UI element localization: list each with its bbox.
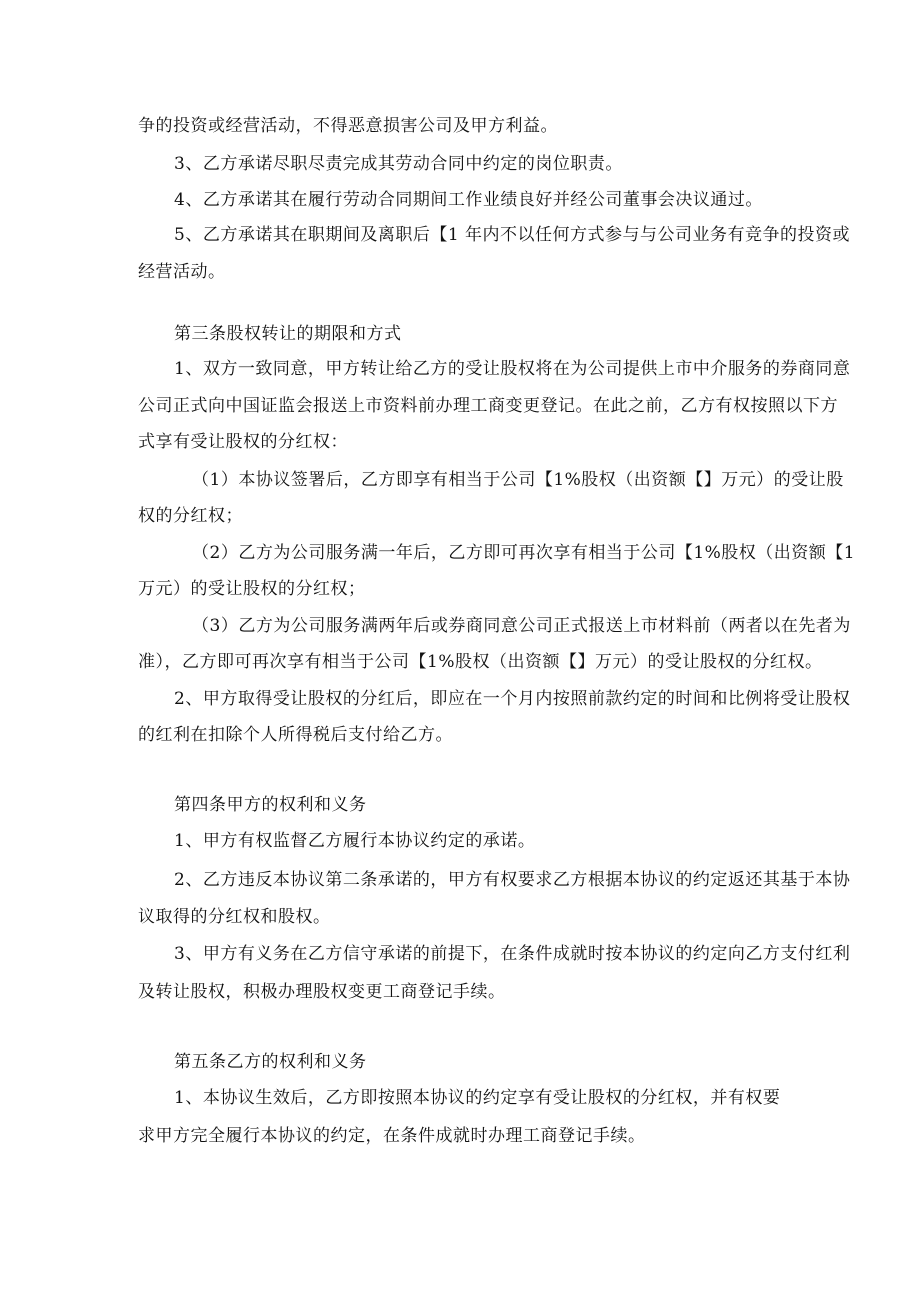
clause-item-3: 3、甲方有义务在乙方信守承诺的前提下，在条件成就时按本协议的约定向乙方支付红利 [174,944,851,964]
paragraph-line: 的红利在扣除个人所得税后支付给乙方。 [138,725,453,745]
clause-item-2: 2、乙方违反本协议第二条承诺的，甲方有权要求乙方根据本协议的约定返还其基于本协 [174,870,851,890]
paragraph-line: 权的分红权； [138,506,243,526]
sub-item-2: （2）乙方为公司服务满一年后，乙方即可再次享有相当于公司【1%股权（出资额【1 [192,543,856,563]
paragraph-line: 准），乙方即可再次享有相当于公司【1%股权（出资额【】万元）的受让股权的分红权。 [138,652,823,672]
paragraph-line: 求甲方完全履行本协议的约定，在条件成就时办理工商登记手续。 [138,1126,646,1146]
clause-item-1: 1、本协议生效后，乙方即按照本协议的约定享有受让股权的分红权，并有权要 [174,1088,781,1108]
clause-item-2: 2、甲方取得受让股权的分红后，即应在一个月内按照前款约定的时间和比例将受让股权 [174,689,851,709]
clause-item-3: 3、乙方承诺尽职尽责完成其劳动合同中约定的岗位职责。 [174,154,623,174]
clause-item-5: 5、乙方承诺其在职期间及离职后【1 年内不以任何方式参与与公司业务有竞争的投资或 [174,225,851,245]
paragraph-line: 式享有受让股权的分红权： [138,432,348,452]
section-heading-4: 第四条甲方的权利和义务 [174,795,367,815]
clause-item-4: 4、乙方承诺其在履行劳动合同期间工作业绩良好并经公司董事会决议通过。 [174,190,763,210]
clause-item-1: 1、双方一致同意，甲方转让给乙方的受让股权将在为公司提供上市中介服务的券商同意 [174,359,851,379]
paragraph-line: 万元）的受让股权的分红权； [138,579,366,599]
sub-item-3: （3）乙方为公司服务满两年后或券商同意公司正式报送上市材料前（两者以在先者为 [192,616,851,636]
clause-item-1: 1、甲方有权监督乙方履行本协议约定的承诺。 [174,831,536,851]
section-heading-5: 第五条乙方的权利和义务 [174,1052,367,1072]
paragraph-line: 及转让股权，积极办理股权变更工商登记手续。 [138,982,506,1002]
paragraph-line: 公司正式向中国证监会报送上市资料前办理工商变更登记。在此之前，乙方有权按照以下方 [138,396,838,416]
paragraph-line: 议取得的分红权和股权。 [138,907,331,927]
paragraph-line: 经营活动。 [138,262,226,282]
paragraph-line: 争的投资或经营活动，不得恶意损害公司及甲方利益。 [138,116,558,136]
section-heading-3: 第三条股权转让的期限和方式 [174,324,402,344]
sub-item-1: （1）本协议签署后，乙方即享有相当于公司【1%股权（出资额【】万元）的受让股 [192,470,844,490]
